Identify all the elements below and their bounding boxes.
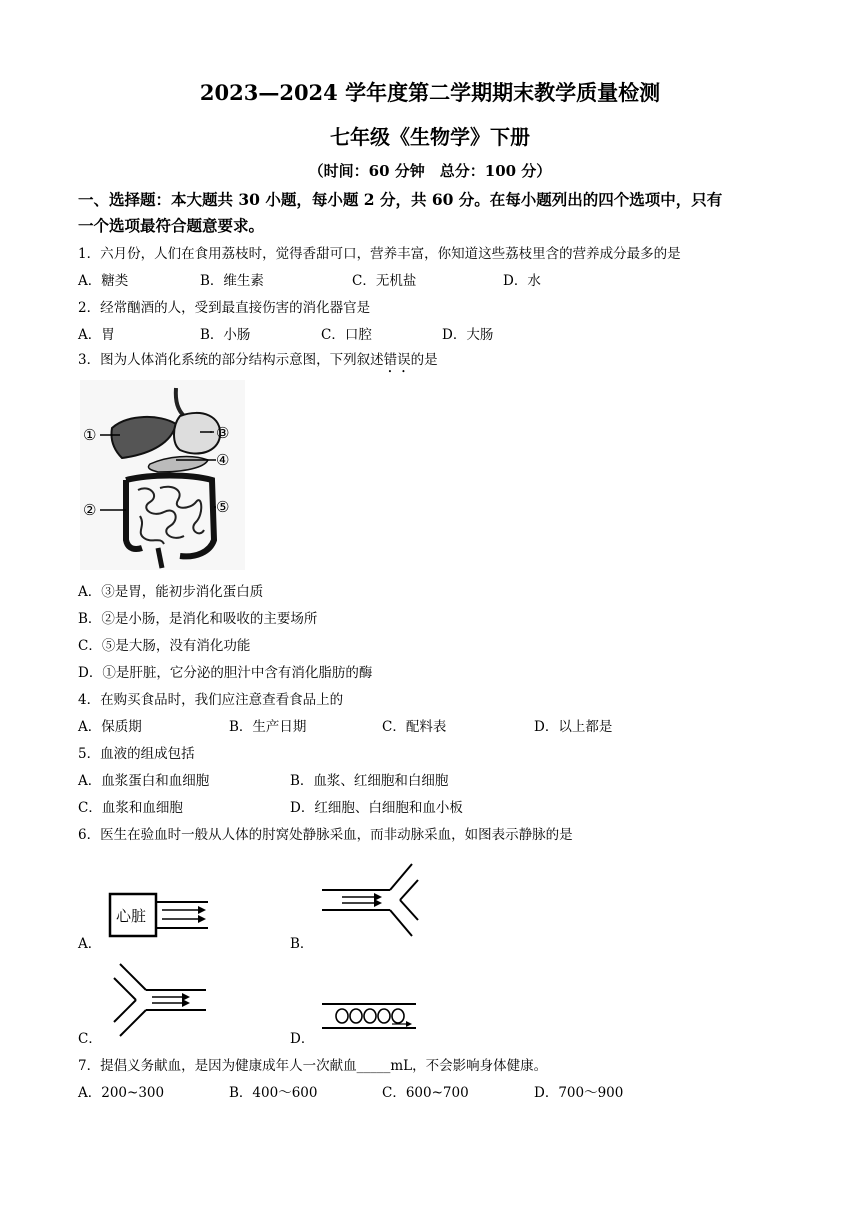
figure-label-1: ① [83, 426, 97, 444]
emphasis-wrong: 错误 [383, 352, 411, 368]
section-heading-line2: 一个选项最符合题意要求。 [78, 216, 265, 235]
question-5-stem: 5．血液的组成包括 [78, 746, 195, 762]
q4-option-a[interactable]: A．保质期 [78, 719, 142, 735]
q2-option-c[interactable]: C．口腔 [321, 327, 372, 343]
q7-option-b[interactable]: B．400～600 [229, 1085, 318, 1101]
q2-option-b[interactable]: B．小肠 [200, 327, 251, 343]
q7-option-d[interactable]: D．700～900 [534, 1085, 624, 1101]
q5-option-c[interactable]: C．血浆和血细胞 [78, 800, 183, 816]
q1-option-d[interactable]: D．水 [503, 273, 541, 289]
page-subtitle: 七年级《生物学》下册 [330, 125, 530, 149]
page-title: 2023—2024 学年度第二学期期末教学质量检测 [199, 80, 661, 105]
q3-option-b[interactable]: B．②是小肠，是消化和吸收的主要场所 [78, 611, 318, 627]
q4-option-b[interactable]: B．生产日期 [229, 719, 307, 735]
q3-option-a[interactable]: A．③是胃，能初步消化蛋白质 [78, 584, 264, 600]
digestive-system-figure [80, 380, 245, 570]
arrow-icon [406, 1021, 412, 1027]
arrow-icon [182, 999, 190, 1007]
q6-option-b[interactable]: B． [290, 936, 314, 952]
question-7-stem: 7．提倡义务献血，是因为健康成年人一次献血_____mL，不会影响身体健康。 [78, 1058, 548, 1074]
q3-option-c[interactable]: C．⑤是大肠，没有消化功能 [78, 638, 251, 654]
q6-figure-d [322, 998, 418, 1034]
figure-label-2: ② [83, 501, 97, 519]
q7-option-a[interactable]: A．200~300 [78, 1085, 165, 1101]
q5-option-a[interactable]: A．血浆蛋白和血细胞 [78, 773, 210, 789]
question-4-stem: 4．在购买食品时，我们应注意查看食品上的 [78, 692, 344, 708]
arrow-icon [374, 899, 382, 907]
arrow-icon [198, 915, 206, 923]
q6-figure-c [112, 962, 208, 1038]
figure-label-5: ⑤ [216, 498, 230, 516]
q5-option-b[interactable]: B．血浆、红细胞和白细胞 [290, 773, 449, 789]
q6-figure-b [322, 860, 422, 940]
question-1-stem: 1．六月份，人们在食用荔枝时，觉得香甜可口，营养丰富，你知道这些荔枝里含的营养成分最多的是 [78, 246, 681, 262]
answer-blank[interactable]: _____ [356, 1058, 391, 1074]
q7-option-c[interactable]: C．600~700 [382, 1085, 469, 1101]
q4-option-c[interactable]: C．配料表 [382, 719, 447, 735]
stomach [174, 413, 220, 454]
exam-info: （时间：60 分钟 总分：100 分） [308, 162, 552, 180]
q1-option-c[interactable]: C．无机盐 [352, 273, 417, 289]
q4-option-d[interactable]: D．以上都是 [534, 719, 613, 735]
q6-figure-a [108, 890, 212, 942]
q6-option-a[interactable]: A． [78, 936, 102, 952]
q1-option-b[interactable]: B．维生素 [200, 273, 264, 289]
arrow-icon [198, 906, 206, 914]
question-2-stem: 2．经常酗酒的人，受到最直接伤害的消化器官是 [78, 300, 371, 316]
q2-option-d[interactable]: D．大肠 [442, 327, 494, 343]
figure-label-3: ③ [216, 424, 230, 442]
blood-cells [336, 1009, 404, 1023]
q3-option-d[interactable]: D．①是肝脏，它分泌的胆汁中含有消化脂肪的酶 [78, 665, 373, 681]
q6-option-c[interactable]: C． [78, 1031, 102, 1047]
section-heading-line1: 一、选择题：本大题共 30 小题，每小题 2 分，共 60 分。在每小题列出的四个选项中，只有 [78, 190, 723, 209]
heart-label: 心脏 [116, 907, 147, 925]
question-3-stem: 3．图为人体消化系统的部分结构示意图，下列叙述错误的是 [78, 352, 438, 368]
q5-option-d[interactable]: D．红细胞、白细胞和血小板 [290, 800, 463, 816]
q6-option-d[interactable]: D． [290, 1031, 315, 1047]
q1-option-a[interactable]: A．糖类 [78, 273, 129, 289]
question-6-stem: 6．医生在验血时一般从人体的肘窝处静脉采血，而非动脉采血，如图表示静脉的是 [78, 827, 573, 843]
q2-option-a[interactable]: A．胃 [78, 327, 115, 343]
figure-label-4: ④ [216, 451, 230, 469]
